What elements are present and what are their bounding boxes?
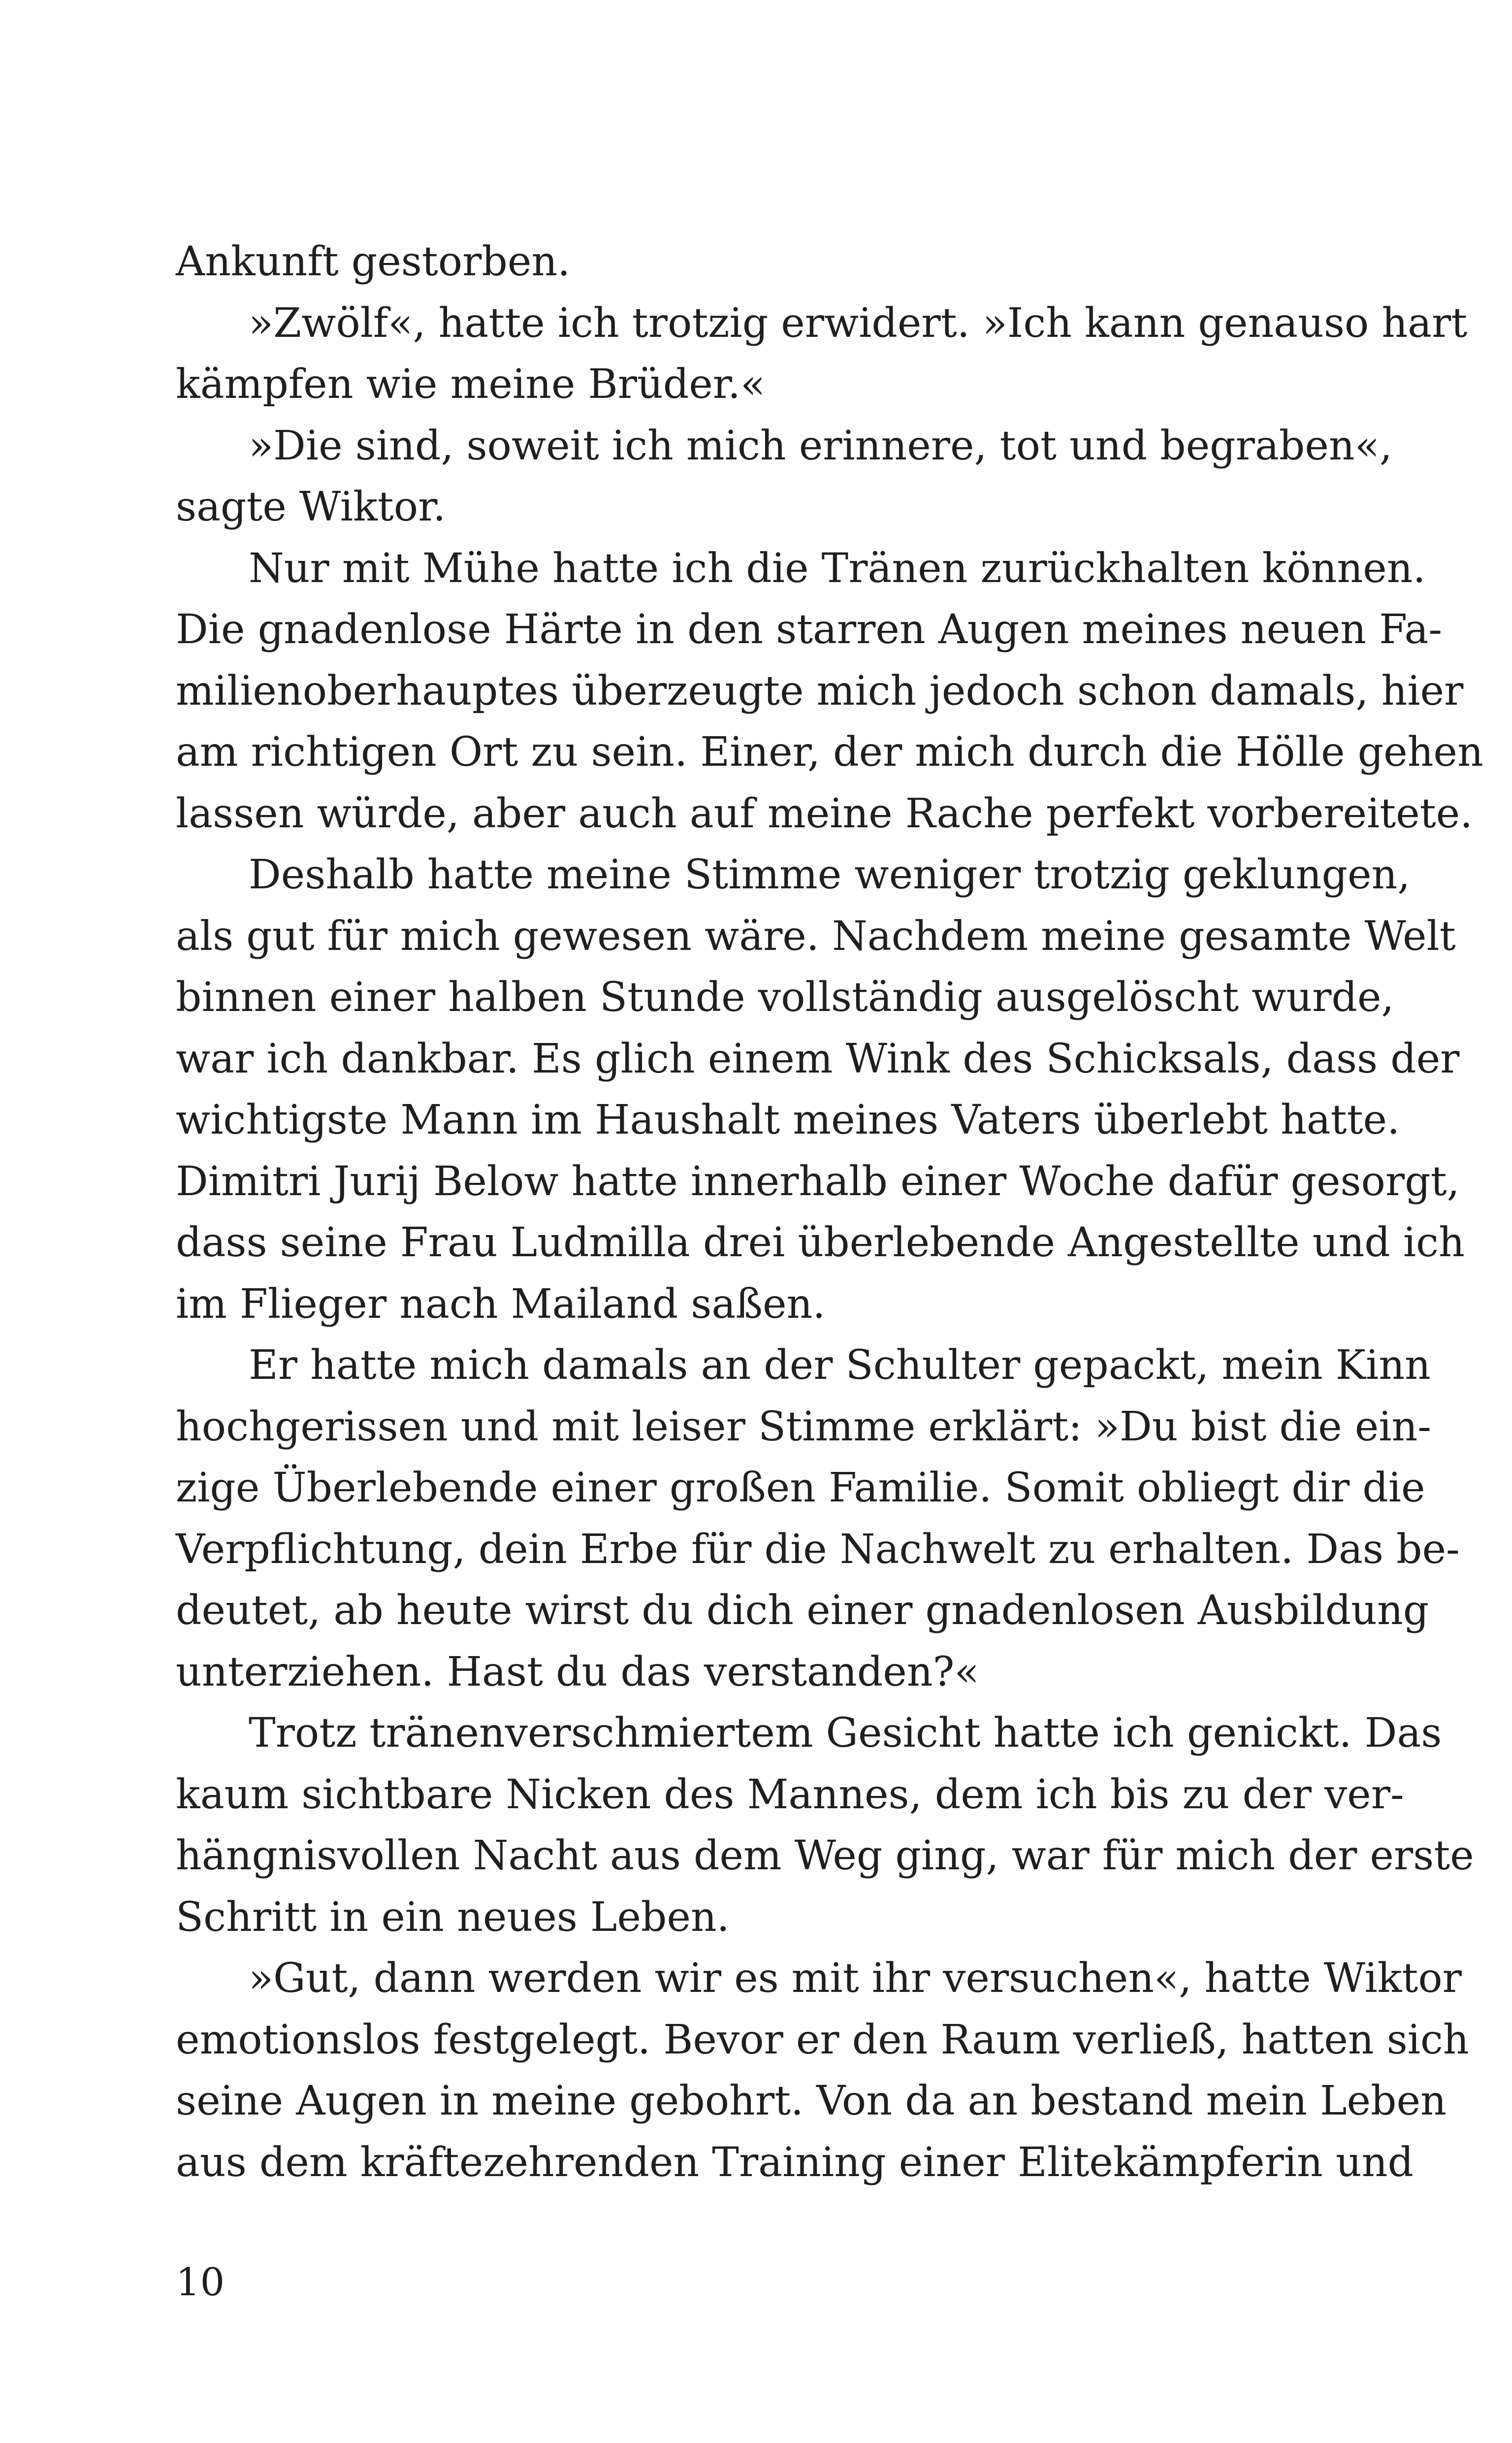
text-line: Trotz tränenverschmiertem Gesicht hatte ich genickt. Das [249,1710,1442,1757]
text-line: im Flieger nach Mailand saßen. [176,1280,826,1328]
text-line: Schritt in ein neues Leben. [176,1893,730,1941]
text-line: Ankunft gestorben. [176,238,571,285]
text-line: hochgerissen und mit leiser Stimme erklärt: »Du bist die ein- [176,1403,1431,1450]
text-line: zige Überlebende einer großen Familie. Somit obliegt dir die [176,1465,1425,1511]
text-line: kämpfen wie meine Brüder.« [176,361,766,408]
text-line: »Die sind, soweit ich mich erinnere, tot und begraben«, [249,422,1392,469]
text-line: Verpflichtung, dein Erbe für die Nachwelt zu erhalten. Das be- [176,1526,1460,1573]
text-line: Nur mit Mühe hatte ich die Tränen zurückhalten können. [249,545,1426,592]
text-line: »Gut, dann werden wir es mit ihr versuchen«, hatte Wiktor [249,1955,1462,2002]
text-line: kaum sichtbare Nicken des Mannes, dem ich bis zu der ver- [176,1771,1404,1818]
text-line: milienoberhauptes überzeugte mich jedoch schon damals, hier [176,667,1464,715]
text-line: deutet, ab heute wirst du dich einer gnadenlosen Ausbildung [176,1587,1429,1634]
text-line: Dimitri Jurij Below hatte innerhalb einer Woche dafür gesorgt, [176,1158,1460,1205]
text-line: als gut für mich gewesen wäre. Nachdem meine gesamte Welt [176,912,1456,960]
text-line: wichtigste Mann im Haushalt meines Vaters überlebt hatte. [176,1097,1400,1143]
text-line: aus dem kräftezehrenden Training einer Elitekämpferin und [176,2139,1414,2186]
text-line: Deshalb hatte meine Stimme weniger trotzig geklungen, [249,851,1411,898]
page-number: 10 [176,2260,225,2305]
text-line: emotionslos festgelegt. Bevor er den Raum verließ, hatten sich [176,2016,1469,2063]
text-line: seine Augen in meine gebohrt. Von da an bestand mein Leben [176,2078,1447,2124]
text-line: war ich dankbar. Es glich einem Wink des Schicksals, dass der [176,1035,1460,1082]
text-line: dass seine Frau Ludmilla drei überlebende Angestellte und ich [176,1219,1465,1266]
text-line: sagte Wiktor. [176,484,446,530]
text-line: Er hatte mich damals an der Schulter gepackt, mein Kinn [249,1342,1431,1389]
body-text [176,231,1483,2193]
text-line: am richtigen Ort zu sein. Einer, der mich durch die Hölle gehen [176,729,1483,776]
text-line: Die gnadenlose Härte in den starren Augen meines neuen Fa- [176,606,1443,653]
text-line: binnen einer halben Stunde vollständig ausgelöscht wurde, [176,974,1394,1021]
text-line: »Zwölf«, hatte ich trotzig erwidert. »Ich kann genauso hart [249,299,1468,347]
text-line: lassen würde, aber auch auf meine Rache perfekt vorbereitete. [176,790,1473,837]
text-line: unterziehen. Hast du das verstanden?« [176,1648,979,1695]
text-line: hängnisvollen Nacht aus dem Weg ging, war für mich der erste [176,1832,1474,1879]
